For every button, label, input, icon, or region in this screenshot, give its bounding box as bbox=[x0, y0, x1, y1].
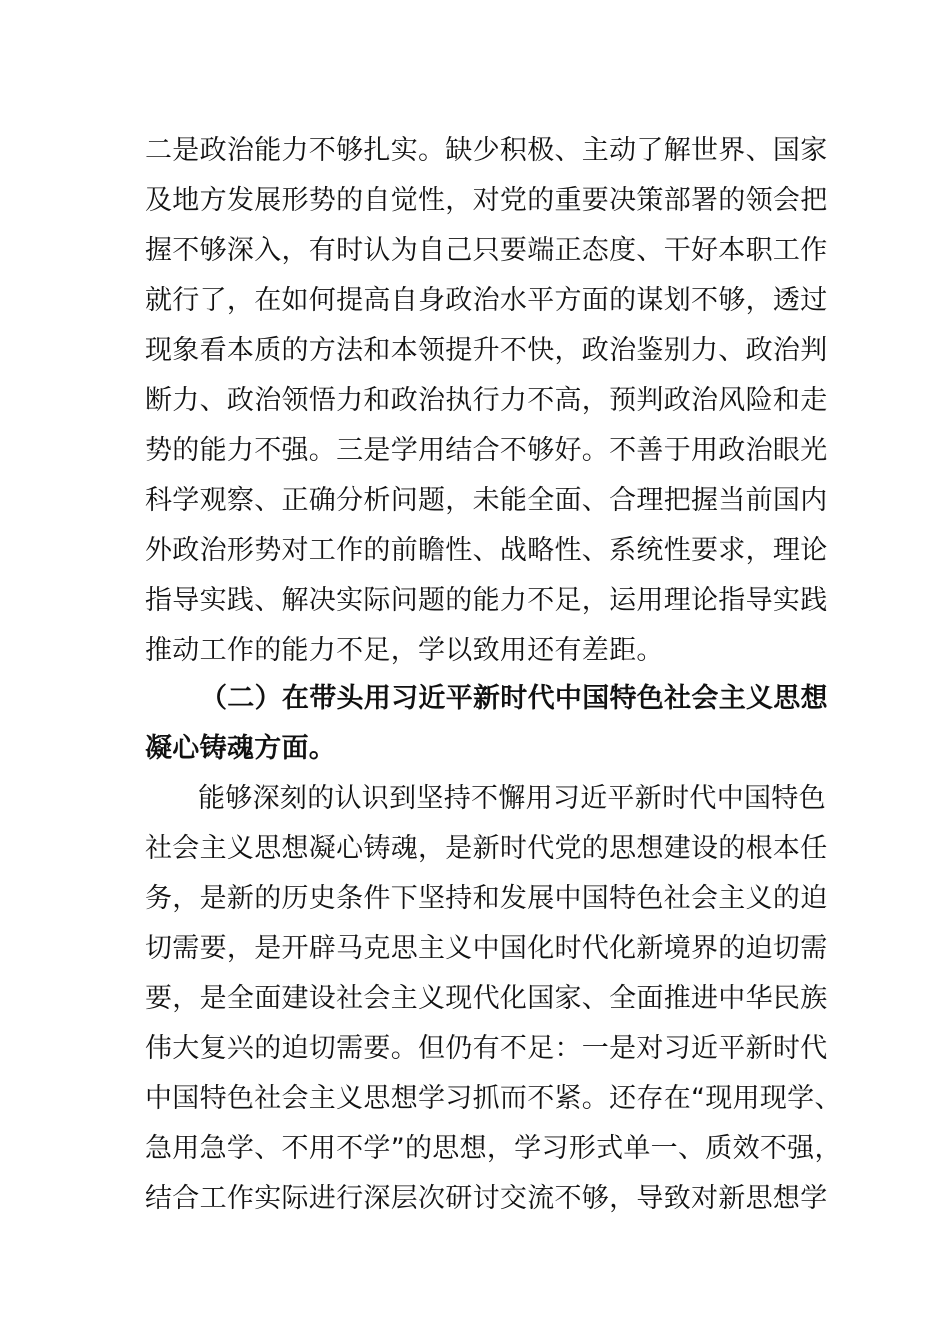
section-heading: （二）在带头用习近平新时代中国特色社会主义思想 bbox=[200, 683, 828, 714]
section-heading-continued: 凝心铸魂方面。 bbox=[145, 733, 337, 764]
text-line: 现象看本质的方法和本领提升不快，政治鉴别力、政治判 bbox=[145, 335, 828, 366]
text-line: 推动工作的能力不足，学以致用还有差距。 bbox=[145, 635, 664, 666]
text-line: 断力、政治领悟力和政治执行力不高，预判政治风险和走 bbox=[145, 385, 828, 416]
text-line: 握不够深入，有时认为自己只要端正态度、干好本职工作 bbox=[145, 235, 828, 266]
paragraph-first-line: 能够深刻的认识到坚持不懈用习近平新时代中国特色 bbox=[198, 783, 826, 814]
text-line: 中国特色社会主义思想学习抓而不紧。还存在“现用现学、 bbox=[145, 1083, 842, 1114]
text-line: 务，是新的历史条件下坚持和发展中国特色社会主义的迫 bbox=[145, 883, 828, 914]
text-line: 二是政治能力不够扎实。缺少积极、主动了解世界、国家 bbox=[145, 135, 828, 166]
text-line: 结合工作实际进行深层次研讨交流不够，导致对新思想学 bbox=[145, 1183, 828, 1214]
text-line: 指导实践、解决实际问题的能力不足，运用理论指导实践 bbox=[145, 585, 828, 616]
text-line: 社会主义思想凝心铸魂，是新时代党的思想建设的根本任 bbox=[145, 833, 828, 864]
text-line: 及地方发展形势的自觉性，对党的重要决策部署的领会把 bbox=[145, 185, 828, 216]
text-line: 外政治形势对工作的前瞻性、战略性、系统性要求，理论 bbox=[145, 535, 828, 566]
text-line: 势的能力不强。三是学用结合不够好。不善于用政治眼光 bbox=[145, 435, 828, 466]
text-line: 急用急学、不用不学”的思想，学习形式单一、质效不强， bbox=[145, 1133, 842, 1164]
text-line: 就行了，在如何提高自身政治水平方面的谋划不够，透过 bbox=[145, 285, 828, 316]
text-line: 科学观察、正确分析问题，未能全面、合理把握当前国内 bbox=[145, 485, 828, 516]
text-line: 要，是全面建设社会主义现代化国家、全面推进中华民族 bbox=[145, 983, 828, 1014]
text-line: 切需要，是开辟马克思主义中国化时代化新境界的迫切需 bbox=[145, 933, 828, 964]
text-line: 伟大复兴的迫切需要。但仍有不足：一是对习近平新时代 bbox=[145, 1033, 828, 1064]
